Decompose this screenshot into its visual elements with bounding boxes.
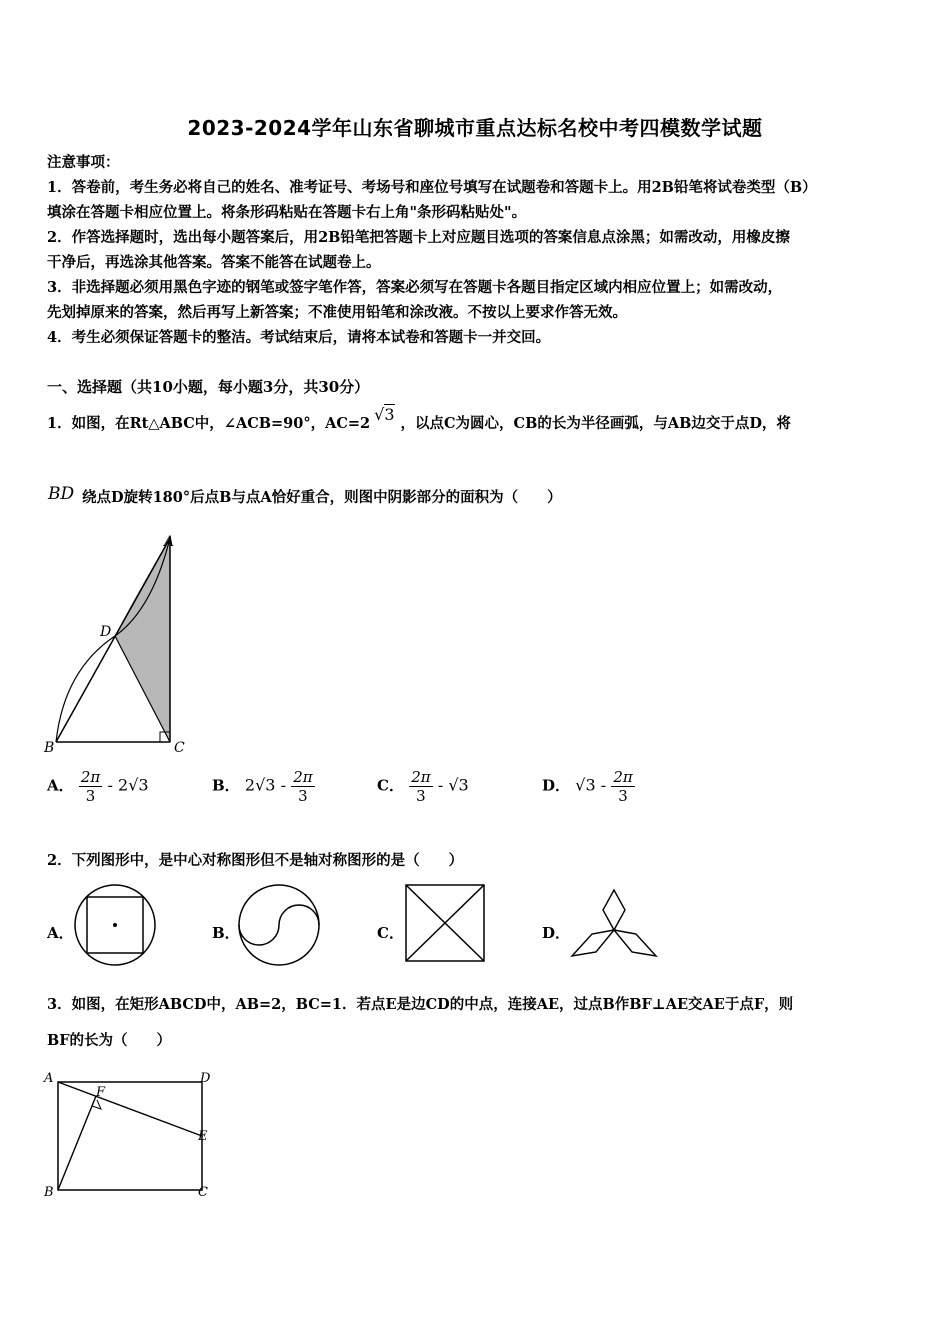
fraction-num: 2π <box>411 768 431 786</box>
fraction-den: 3 <box>85 787 96 805</box>
label-b: B <box>44 1185 54 1200</box>
option-letter: C． <box>377 776 404 795</box>
question-1-text <box>47 405 791 436</box>
q2-figure-b[interactable] <box>236 882 322 968</box>
q1-option-b[interactable] <box>212 768 315 805</box>
label-a: A <box>164 534 175 550</box>
notice-line: 4．考生必须保证答题卡的整洁。考试结束后，请将本试卷和答题卡一并交回。 <box>47 329 551 346</box>
fraction-den: 3 <box>416 787 426 805</box>
option-rest: - √3 <box>437 775 469 795</box>
taiji-curve <box>239 905 319 945</box>
section-heading: 一、选择题（共10小题，每小题3分，共30分） <box>47 378 370 396</box>
fraction-den: 3 <box>298 787 308 805</box>
question-3-text-b: BF的长为（ ） <box>47 1032 172 1049</box>
segment-ae <box>58 1082 202 1136</box>
fraction <box>291 768 314 805</box>
q1-option-d[interactable] <box>542 768 635 805</box>
q1-text-b: ，以点C为圆心，CB的长为半径画弧，与AB边交于点D，将 <box>400 415 791 432</box>
fraction <box>409 768 432 805</box>
label-e: E <box>198 1129 208 1144</box>
fraction-num: 2π <box>613 768 633 786</box>
sqrt-radical: √ <box>374 405 385 424</box>
notice-line: 1．答卷前，考生务必将自己的姓名、准考证号、考场号和座位号填写在试题卷和答题卡上。用2B铅笔将试卷类型（B） <box>47 179 817 196</box>
label-c: C <box>198 1185 208 1200</box>
notice-line: 干净后，再选涂其他答案。答案不能答在试题卷上。 <box>47 254 381 271</box>
q2-option-a-label[interactable]: A． <box>47 924 74 942</box>
question-3-text-a: 3．如图，在矩形ABCD中，AB=2，BC=1．若点E是边CD的中点，连接AE，过点B作BF⊥AE交AE于点F，则 <box>47 996 794 1013</box>
fraction <box>611 768 634 805</box>
option-letter: B． <box>212 776 240 795</box>
q1-option-a[interactable] <box>47 768 149 805</box>
fraction-den: 3 <box>618 787 628 805</box>
option-letter: A． <box>47 776 74 795</box>
q1-bd-arc <box>48 484 74 504</box>
label-b: B <box>44 740 55 756</box>
center-dot <box>113 923 117 927</box>
q2-figure-a[interactable] <box>72 882 158 968</box>
q1-text-a: 1．如图，在Rt△ABC中，∠ACB=90°，AC=2 <box>47 415 371 432</box>
label-d: D <box>100 624 112 640</box>
label-a: A <box>44 1071 54 1086</box>
option-pre: √3 - <box>575 775 607 795</box>
q2-figure-c[interactable] <box>403 882 487 964</box>
label-c: C <box>174 740 185 756</box>
segment-bf <box>58 1096 96 1190</box>
q1-text-c: 绕点D旋转180°后点B与点A恰好重合，则图中阴影部分的面积为（ ） <box>82 489 562 506</box>
notice-heading: 注意事项： <box>47 154 120 171</box>
notice-line: 3．非选择题必须用黑色字迹的钢笔或签字笔作答，答案必须写在答题卡各题目指定区域内相应位置上；如需改动， <box>47 279 783 296</box>
option-pre: 2√3 - <box>244 775 286 795</box>
shaded-region <box>115 538 170 742</box>
fraction-num: 2π <box>80 768 101 786</box>
option-letter: D． <box>542 776 571 795</box>
notice-line: 2．作答选择题时，选出每小题答案后，用2B铅笔把答题卡上对应题目选项的答案信息点涂黑；如需改动，用橡皮擦 <box>47 229 790 246</box>
fraction-num: 2π <box>293 768 313 786</box>
rhombus-top <box>603 890 625 930</box>
q1-figure <box>42 530 202 760</box>
rhombus-right <box>614 930 656 956</box>
q2-option-b-label[interactable]: B． <box>212 924 240 942</box>
label-d: D <box>200 1071 211 1086</box>
q3-figure <box>40 1068 220 1204</box>
q1-bd-label: BD <box>48 484 75 504</box>
q2-figure-d[interactable] <box>568 886 660 962</box>
notice-line: 先划掉原来的答案，然后再写上新答案；不准使用铅笔和涂改液。不按以上要求作答无效。 <box>47 304 627 321</box>
q2-option-d-label[interactable]: D． <box>542 924 571 942</box>
q2-option-c-label[interactable]: C． <box>377 924 404 942</box>
question-2-text: 2．下列图形中，是中心对称图形但不是轴对称图形的是（ ） <box>47 852 464 869</box>
q1-option-c[interactable] <box>377 768 469 805</box>
rhombus-left <box>572 930 614 956</box>
fraction <box>79 768 102 805</box>
option-rest: - 2√3 <box>107 775 149 795</box>
page-title: 2023-2024学年山东省聊城市重点达标名校中考四模数学试题 <box>187 116 763 140</box>
q1-sqrt-value: 3 <box>384 405 395 424</box>
label-f: F <box>96 1085 106 1100</box>
notice-line: 填涂在答题卡相应位置上。将条形码粘贴在答题卡右上角"条形码粘贴处"。 <box>47 204 527 221</box>
